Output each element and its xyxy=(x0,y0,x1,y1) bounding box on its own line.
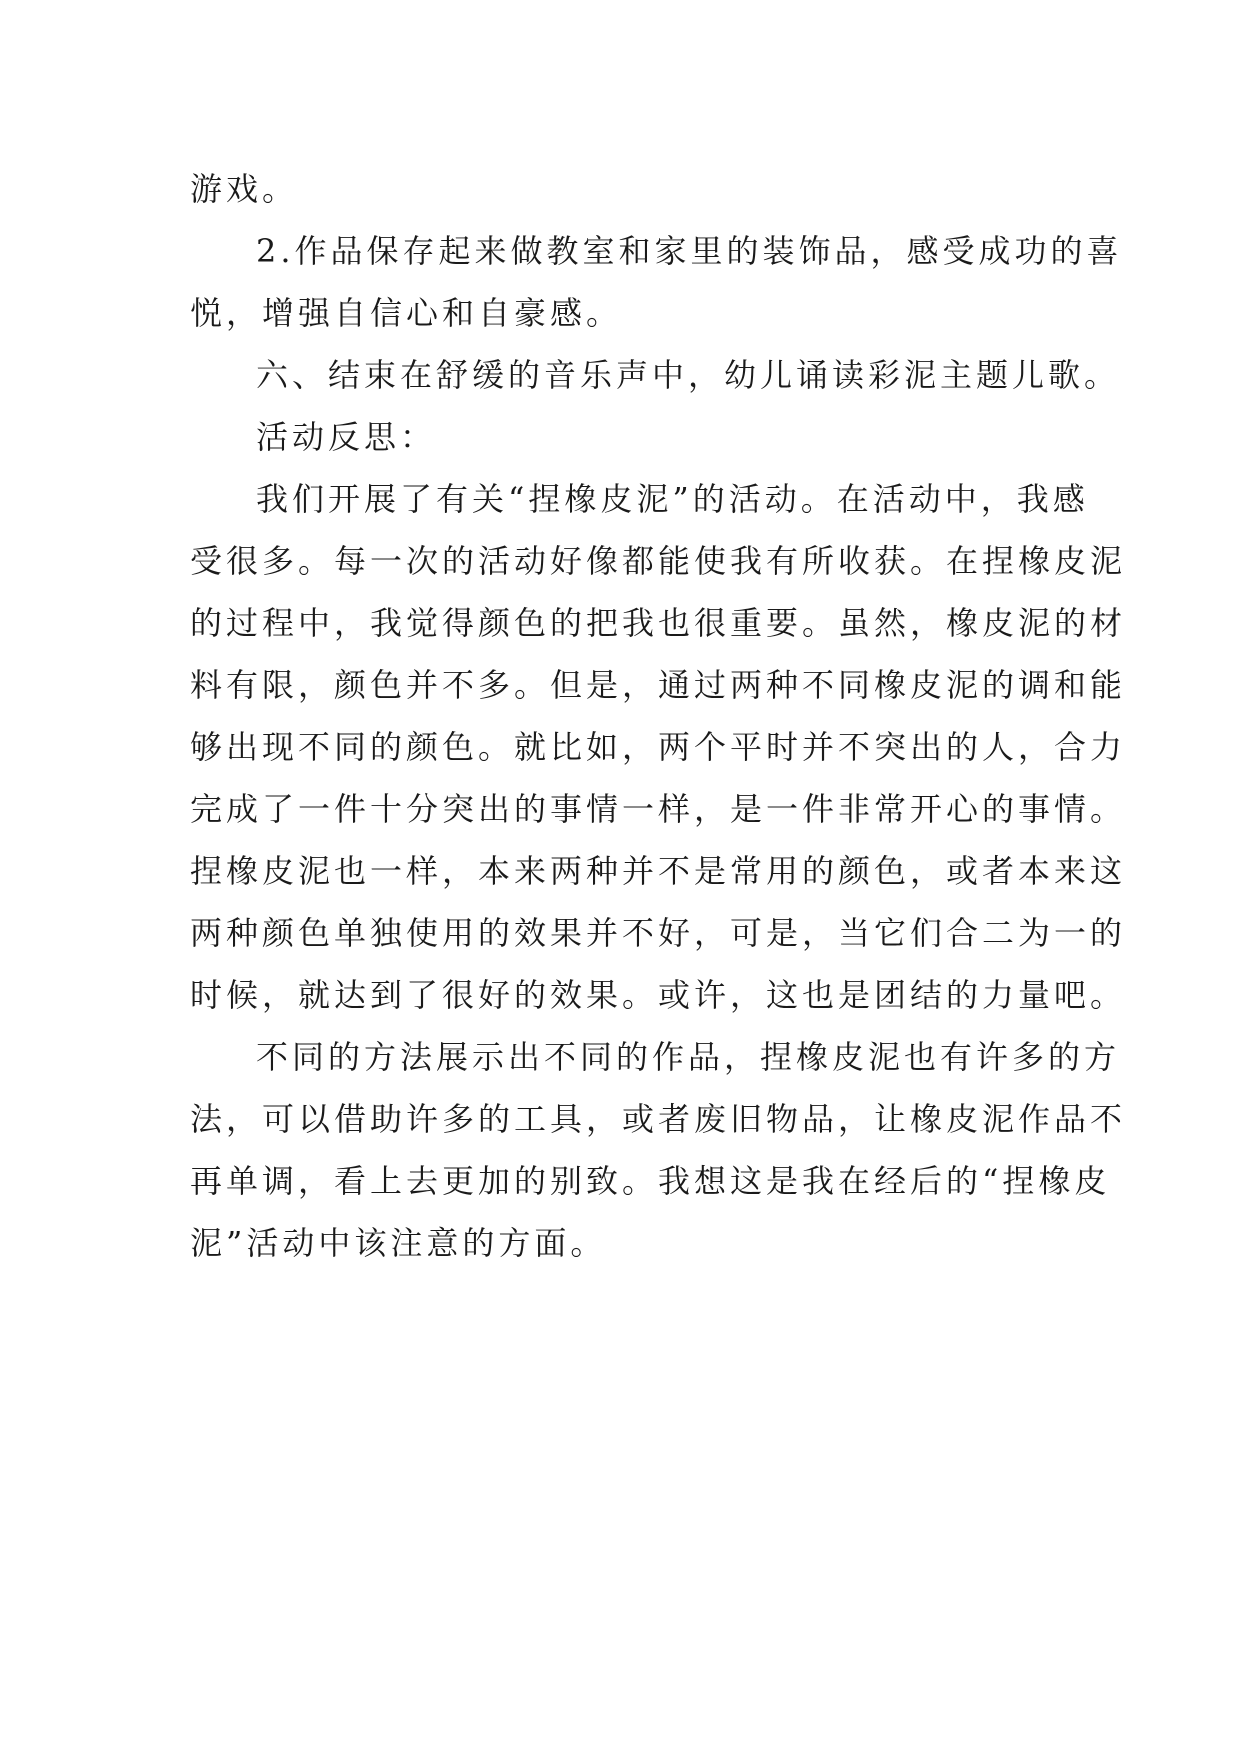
text-line: 再单调，看上去更加的别致。我想这是我在经后的“捏橡皮 xyxy=(190,1162,1111,1200)
text-line: 捏橡皮泥也一样，本来两种并不是常用的颜色，或者本来这 xyxy=(190,852,1127,890)
text-line: 不同的方法展示出不同的作品，捏橡皮泥也有许多的方 xyxy=(256,1038,1121,1076)
text-line: 两种颜色单独使用的效果并不好，可是，当它们合二为一的 xyxy=(190,914,1127,952)
text-line: 料有限，颜色并不多。但是，通过两种不同橡皮泥的调和能 xyxy=(190,666,1127,704)
text-line: 六、结束在舒缓的音乐声中，幼儿诵读彩泥主题儿歌。 xyxy=(256,356,1121,394)
text-line: 游戏。 xyxy=(190,170,299,208)
text-line: 法，可以借助许多的工具，或者废旧物品，让橡皮泥作品不 xyxy=(190,1100,1127,1138)
text-line: 我们开展了有关“捏橡皮泥”的活动。在活动中，我感 xyxy=(256,480,1089,518)
section-heading: 活动反思： xyxy=(256,418,437,456)
text-line: 泥”活动中该注意的方面。 xyxy=(190,1224,607,1262)
text-line: 的过程中，我觉得颜色的把我也很重要。虽然，橡皮泥的材 xyxy=(190,604,1127,642)
text-line: 悦，增强自信心和自豪感。 xyxy=(190,294,623,332)
text-line: 2.作品保存起来做教室和家里的装饰品，感受成功的喜 xyxy=(256,232,1123,270)
text-line: 时候，就达到了很好的效果。或许，这也是团结的力量吧。 xyxy=(190,976,1127,1014)
text-line: 受很多。每一次的活动好像都能使我有所收获。在捏橡皮泥 xyxy=(190,542,1127,580)
text-line: 够出现不同的颜色。就比如，两个平时并不突出的人，合力 xyxy=(190,728,1127,766)
text-line: 完成了一件十分突出的事情一样，是一件非常开心的事情。 xyxy=(190,790,1127,828)
document-body xyxy=(190,158,1127,1274)
